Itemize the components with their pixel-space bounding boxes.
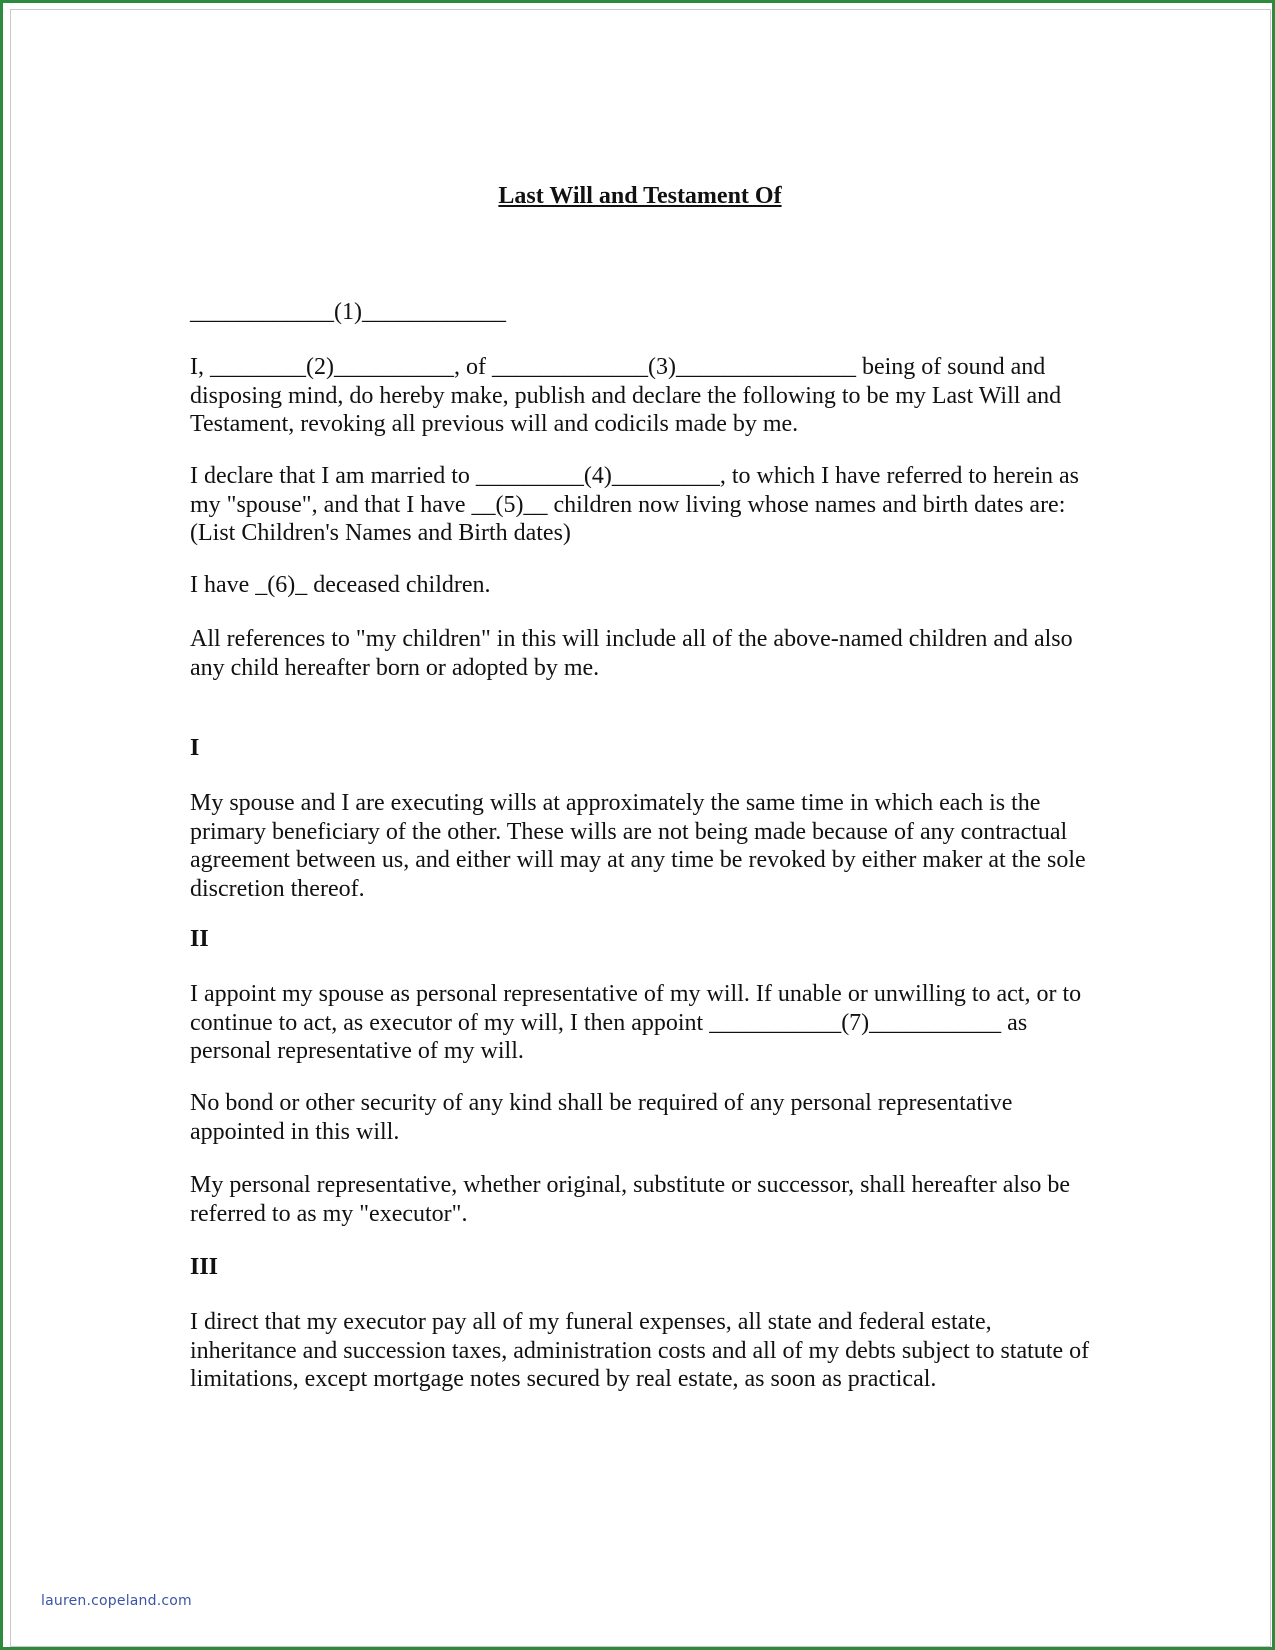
paragraph-mutual-wills: My spouse and I are executing wills at approximately the same time in which each is the primary beneficiary of the other. These wills are not being made because of any contractual agreement between us, and either will may at any time be revoked by either maker at the sole discretion thereof. [190,790,1086,902]
paragraph-deceased-children: I have _(6)_ deceased children. [190,572,491,598]
section-heading-i: I [190,735,200,761]
paragraph-references-children: All references to "my children" in this will include all of the above-named children and also any child hereafter born or adopted by me. [190,626,1073,681]
paragraph-no-bond: No bond or other security of any kind shall be required of any personal representative appointed in this will. [190,1090,1013,1145]
section-heading-ii: II [190,926,209,952]
paragraph-marriage-children: I declare that I am married to _________(4)_________, to which I have referred to herein as my "spouse", and that I have __(5)__ children now living whose names and birth dates are: (List Children's Names and Birth dates) [190,463,1080,546]
paragraph-executor-definition: My personal representative, whether original, substitute or successor, shall hereafter also be referred to as my "executor". [190,1172,1071,1227]
testator-name-line: ____________(1)____________ [190,299,506,325]
document-title: Last Will and Testament Of [498,183,782,209]
paragraph-appoint-representative: I appoint my spouse as personal representative of my will. If unable or unwilling to act, or to continue to act, as executor of my will, I then appoint ___________(7)___________ as personal representative of my will. [190,981,1082,1064]
section-heading-iii: III [190,1254,219,1280]
paragraph-declaration: I, ________(2)__________, of _____________(3)_______________ being of sound and disposing mind, do hereby make, publish and declare the following to be my Last Will and Testament, revoking all previous will and codicils made by me. [190,354,1062,437]
watermark-text: lauren.copeland.com [41,1593,192,1609]
paragraph-debts-expenses: I direct that my executor pay all of my funeral expenses, all state and federal estate, inheritance and succession taxes, administration costs and all of my debts subject to statute of limitations, except mortgage notes secured by real estate, as soon as practical. [190,1309,1090,1392]
